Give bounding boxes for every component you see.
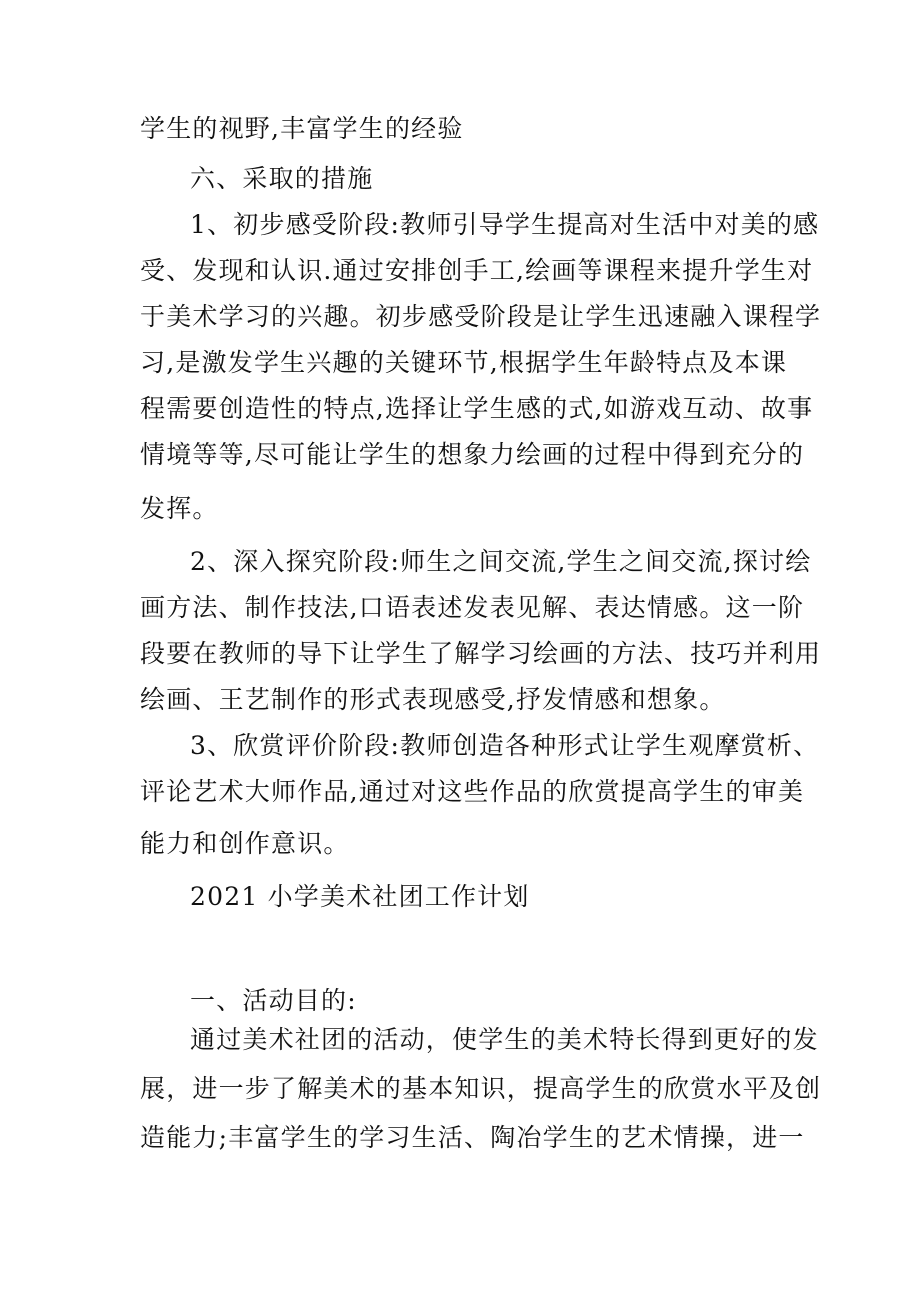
text-line: 绘画、王艺制作的形式表现感受,抒发情感和想象。 — [140, 685, 726, 714]
text-line: 3、欣赏评价阶段:教师创造各种形式让学生观摩赏析、 — [190, 731, 820, 760]
text-line: 于美术学习的兴趣。初步感受阶段是让学生迅速融入课程学 — [140, 302, 822, 331]
text-line: 情境等等,尽可能让学生的想象力绘画的过程中得到充分的 — [140, 440, 805, 469]
text-line: 能力和创作意识。 — [140, 829, 350, 858]
text-line: 程需要创造性的特点,选择让学生感的式,如游戏互动、故事 — [140, 394, 814, 423]
text-line: 1、初步感受阶段:教师引导学生提高对生活中对美的感 — [190, 210, 820, 239]
text-line: 发挥。 — [140, 494, 219, 523]
section-heading: 一、活动目的: — [190, 986, 357, 1015]
text-line: 段要在教师的导下让学生了解学习绘画的方法、技巧并利用 — [140, 639, 822, 668]
text-line: 受、发现和认识.通过安排创手工,绘画等课程来提升学生对 — [140, 256, 814, 285]
text-line: 2、深入探究阶段:师生之间交流,学生之间交流,探讨绘 — [190, 547, 812, 576]
text-line: 习,是激发学生兴趣的关键环节,根据学生年龄特点及本课 — [140, 348, 788, 377]
text-line: 造能力;丰富学生的学习生活、陶冶学生的艺术情操，进一 — [140, 1123, 805, 1152]
text-line: 展，进一步了解美术的基本知识，提高学生的欣赏水平及创 — [140, 1074, 822, 1103]
text-line: 画方法、制作技法,口语表述发表见解、表达情感。这一阶 — [140, 593, 805, 622]
text-line: 通过美术社团的活动，使学生的美术特长得到更好的发 — [190, 1025, 819, 1054]
document-title: 2021 小学美术社团工作计划 — [190, 882, 530, 911]
section-heading: 六、采取的措施 — [190, 164, 374, 193]
text-line: 学生的视野,丰富学生的经验 — [140, 114, 464, 143]
text-line: 评论艺术大师作品,通过对这些作品的欣赏提高学生的审美 — [140, 777, 805, 806]
